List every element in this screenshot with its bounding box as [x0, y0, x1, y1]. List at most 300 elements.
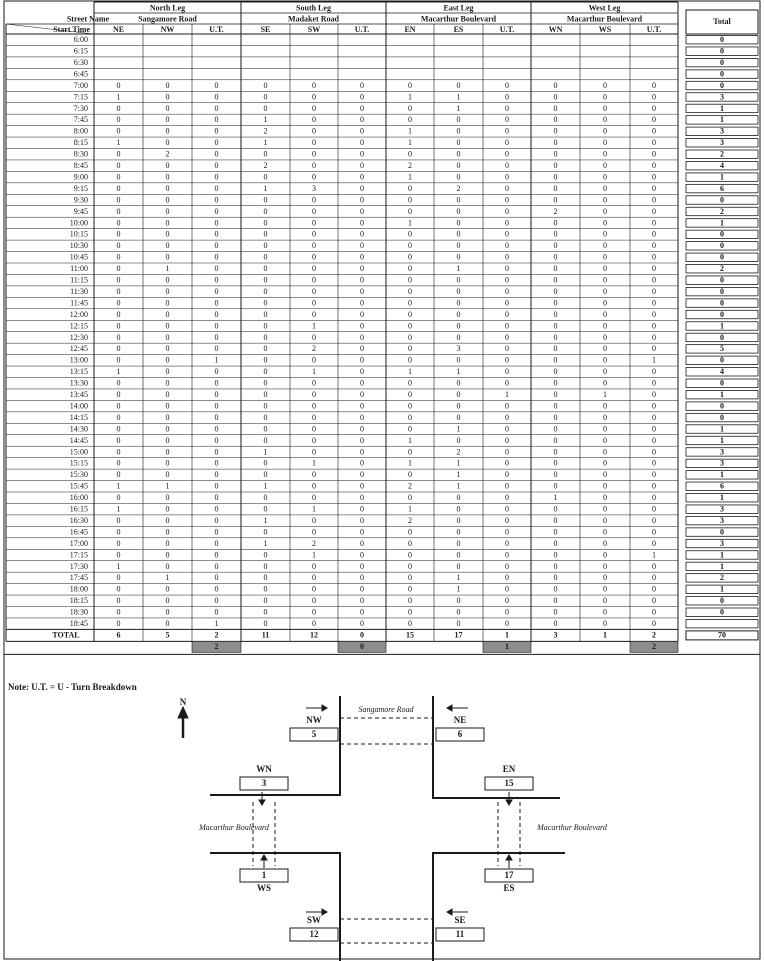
count-cell: 0	[652, 80, 656, 90]
count-cell: 0	[116, 103, 121, 113]
count-cell: 0	[603, 229, 607, 239]
count-cell: 0	[505, 538, 509, 548]
count-cell: 0	[312, 435, 316, 445]
row-total-cell: 6	[720, 183, 724, 193]
count-cell: 0	[553, 607, 558, 617]
count-cell: 0	[165, 458, 170, 468]
count-cell: 0	[116, 424, 121, 434]
count-cell: 0	[505, 424, 509, 434]
row-total-cell: 3	[720, 126, 724, 136]
column-total-cell: 17	[454, 630, 463, 640]
count-cell: 0	[214, 493, 219, 503]
count-cell: 0	[456, 138, 461, 148]
start-time-cell: 17:45	[69, 573, 88, 583]
count-cell: 0	[603, 447, 607, 457]
count-cell: 2	[408, 161, 412, 171]
count-cell: 0	[408, 183, 412, 193]
count-cell: 0	[505, 195, 509, 205]
count-cell: 0	[652, 298, 656, 308]
count-cell: 0	[603, 378, 607, 388]
count-cell: 0	[214, 378, 219, 388]
column-total-cell: 3	[553, 630, 558, 640]
start-time-cell: 12:15	[69, 321, 88, 331]
wn-label: WN	[256, 764, 272, 775]
count-cell: 0	[360, 355, 364, 365]
count-cell: 0	[214, 241, 219, 251]
count-cell: 0	[263, 92, 268, 102]
start-time-cell: 13:00	[69, 355, 88, 365]
count-cell: 0	[603, 470, 607, 480]
count-cell: 0	[505, 527, 509, 537]
count-cell: 0	[165, 367, 170, 377]
count-cell: 0	[603, 481, 607, 491]
count-cell: 0	[553, 470, 558, 480]
count-cell: 0	[116, 493, 121, 503]
count-cell: 0	[116, 241, 121, 251]
count-cell: 0	[360, 401, 364, 411]
count-cell: 0	[456, 515, 461, 525]
count-cell: 0	[263, 275, 268, 285]
count-cell: 2	[456, 447, 461, 457]
start-time-cell: 10:00	[69, 218, 88, 228]
count-cell: 0	[312, 286, 316, 296]
count-cell: 3	[312, 183, 316, 193]
count-cell: 0	[360, 493, 364, 503]
count-cell: 0	[553, 538, 558, 548]
start-time-cell: 15:15	[69, 458, 88, 468]
count-cell: 0	[360, 115, 364, 125]
count-cell: 0	[116, 550, 121, 560]
total-header: Total	[713, 16, 731, 26]
count-cell: 0	[360, 252, 364, 262]
count-cell: 0	[603, 115, 607, 125]
count-cell: 0	[116, 344, 121, 354]
count-cell: 0	[116, 412, 121, 422]
count-cell: 0	[505, 172, 509, 182]
row-total-cell: 0	[720, 401, 724, 411]
count-cell: 0	[214, 607, 219, 617]
count-cell: 1	[652, 550, 656, 560]
count-cell: 0	[165, 161, 170, 171]
count-cell: 0	[553, 149, 558, 159]
count-cell: 1	[408, 435, 412, 445]
count-cell: 0	[116, 309, 121, 319]
count-cell: 0	[214, 344, 219, 354]
count-cell: 0	[652, 607, 656, 617]
count-cell: 0	[505, 355, 509, 365]
row-total-cell: 3	[720, 538, 724, 548]
count-cell: 0	[603, 321, 607, 331]
count-cell: 0	[214, 584, 219, 594]
count-cell: 0	[505, 149, 509, 159]
count-cell: 0	[165, 298, 170, 308]
count-cell: 0	[263, 378, 268, 388]
count-cell: 0	[214, 206, 219, 216]
count-cell: 0	[312, 527, 316, 537]
count-cell: 0	[214, 138, 219, 148]
start-time-cell: 6:30	[73, 57, 88, 67]
count-cell: 0	[360, 218, 364, 228]
count-cell: 0	[408, 321, 412, 331]
count-cell: 0	[116, 527, 121, 537]
count-cell: 0	[165, 103, 170, 113]
count-cell: 0	[603, 195, 607, 205]
count-cell: 0	[214, 321, 219, 331]
count-cell: 0	[214, 264, 219, 274]
count-cell: 0	[116, 195, 121, 205]
north-label: N	[179, 697, 187, 708]
column-header: SW	[307, 24, 321, 34]
nw-value: 5	[311, 729, 317, 740]
en-value: 15	[504, 778, 514, 789]
row-total-cell: 6	[720, 481, 724, 491]
column-header: U.T.	[646, 24, 662, 34]
count-cell: 0	[408, 332, 412, 342]
column-total-cell: 5	[165, 630, 170, 640]
count-cell: 0	[553, 584, 558, 594]
count-cell: 0	[165, 607, 170, 617]
count-cell: 0	[408, 264, 412, 274]
count-cell: 0	[360, 527, 364, 537]
start-time-cell: 18:45	[69, 619, 88, 629]
column-total-cell: 15	[406, 630, 414, 640]
count-cell: 1	[263, 481, 268, 491]
count-cell: 0	[652, 241, 656, 251]
count-cell: 0	[408, 103, 412, 113]
count-cell: 1	[263, 115, 268, 125]
note-text: Note: U.T. = U - Turn Breakdown	[8, 682, 137, 692]
count-cell: 0	[652, 573, 656, 583]
count-cell: 0	[652, 195, 656, 205]
start-time-cell: 13:15	[69, 367, 88, 377]
count-cell: 0	[165, 447, 170, 457]
count-cell: 0	[214, 229, 219, 239]
column-header: EN	[404, 24, 416, 34]
count-cell: 0	[553, 332, 558, 342]
count-cell: 1	[456, 103, 461, 113]
count-cell: 0	[505, 241, 509, 251]
count-cell: 0	[263, 321, 268, 331]
count-cell: 0	[603, 161, 607, 171]
column-header: NE	[112, 24, 125, 34]
count-cell: 0	[312, 584, 316, 594]
count-cell: 0	[456, 332, 461, 342]
leg-header: South Leg	[296, 3, 331, 13]
count-cell: 0	[652, 527, 656, 537]
count-cell: 0	[652, 493, 656, 503]
count-cell: 0	[408, 584, 412, 594]
row-total-cell: 1	[720, 493, 724, 503]
count-cell: 0	[214, 161, 219, 171]
es-label: ES	[503, 883, 515, 894]
count-cell: 0	[408, 401, 412, 411]
count-cell: 0	[603, 80, 607, 90]
count-cell: 0	[603, 527, 607, 537]
start-time-cell: 8:15	[73, 138, 88, 148]
count-cell: 0	[505, 332, 509, 342]
count-cell: 0	[553, 309, 558, 319]
count-cell: 0	[456, 286, 461, 296]
count-cell: 1	[263, 447, 268, 457]
leg-header: North Leg	[149, 3, 186, 13]
count-cell: 0	[505, 447, 509, 457]
count-cell: 0	[603, 138, 607, 148]
ne-value: 6	[457, 729, 463, 740]
count-cell: 0	[360, 206, 364, 216]
count-cell: 0	[652, 309, 656, 319]
count-cell: 0	[263, 470, 268, 480]
count-cell: 2	[312, 538, 316, 548]
count-cell: 0	[360, 298, 364, 308]
count-cell: 0	[360, 458, 364, 468]
count-cell: 1	[312, 504, 316, 514]
count-cell: 0	[263, 607, 268, 617]
count-cell: 0	[408, 607, 412, 617]
count-cell: 0	[652, 275, 656, 285]
count-cell: 1	[603, 390, 607, 400]
count-cell: 0	[165, 252, 170, 262]
count-cell: 0	[116, 286, 121, 296]
row-total-cell: 2	[720, 149, 724, 159]
wn-value: 3	[261, 778, 267, 789]
count-cell: 0	[116, 378, 121, 388]
count-cell: 0	[553, 447, 558, 457]
start-time-cell: 9:45	[73, 206, 88, 216]
count-cell: 0	[214, 80, 219, 90]
count-cell: 0	[165, 138, 170, 148]
total-row-label: TOTAL	[52, 630, 80, 640]
count-cell: 1	[456, 458, 461, 468]
count-cell: 0	[116, 515, 121, 525]
count-cell: 0	[408, 573, 412, 583]
count-cell: 0	[165, 286, 170, 296]
count-cell: 0	[116, 115, 121, 125]
column-total-cell: 2	[214, 630, 219, 640]
count-cell: 0	[553, 92, 558, 102]
row-total-cell: 3	[720, 458, 724, 468]
count-cell: 1	[312, 367, 316, 377]
count-cell: 0	[165, 390, 170, 400]
count-cell: 0	[263, 229, 268, 239]
column-header: ES	[453, 24, 464, 34]
count-cell: 0	[505, 378, 509, 388]
count-cell: 0	[505, 309, 509, 319]
count-cell: 0	[263, 286, 268, 296]
count-cell: 0	[263, 596, 268, 606]
count-cell: 0	[456, 378, 461, 388]
count-cell: 0	[116, 607, 121, 617]
count-cell: 0	[214, 561, 219, 571]
count-cell: 0	[553, 321, 558, 331]
start-time-cell: 16:45	[69, 527, 88, 537]
grand-total-cell: 70	[718, 630, 726, 640]
count-cell: 0	[116, 619, 121, 629]
count-cell: 0	[603, 367, 607, 377]
count-cell: 0	[263, 149, 268, 159]
column-total-cell: 6	[116, 630, 121, 640]
row-total-cell: 0	[720, 80, 724, 90]
count-cell: 1	[408, 367, 412, 377]
count-cell: 0	[360, 584, 364, 594]
count-cell: 0	[603, 504, 607, 514]
count-cell: 0	[214, 424, 219, 434]
count-cell: 1	[312, 458, 316, 468]
row-total-cell: 2	[720, 573, 724, 583]
table-text	[52, 3, 661, 651]
count-cell: 0	[214, 401, 219, 411]
count-cell: 0	[408, 309, 412, 319]
sw-value: 12	[309, 929, 319, 940]
count-cell: 0	[652, 115, 656, 125]
count-cell: 0	[263, 390, 268, 400]
row-total-cell: 0	[720, 378, 724, 388]
count-cell: 0	[553, 241, 558, 251]
count-cell: 0	[116, 470, 121, 480]
count-cell: 0	[603, 103, 607, 113]
count-cell: 0	[408, 447, 412, 457]
count-cell: 0	[652, 390, 656, 400]
row-total-cell: 3	[720, 504, 724, 514]
count-cell: 0	[165, 538, 170, 548]
count-cell: 0	[456, 412, 461, 422]
count-cell: 0	[652, 206, 656, 216]
ne-label: NE	[453, 715, 467, 726]
column-total-cell: 11	[261, 630, 270, 640]
count-cell: 0	[214, 515, 219, 525]
count-cell: 0	[165, 401, 170, 411]
count-cell: 0	[116, 573, 121, 583]
count-cell: 0	[312, 138, 316, 148]
start-time-cell: 8:45	[73, 161, 88, 171]
count-cell: 0	[214, 458, 219, 468]
count-cell: 0	[505, 321, 509, 331]
count-cell: 0	[360, 183, 364, 193]
count-cell: 0	[553, 504, 558, 514]
count-cell: 0	[652, 321, 656, 331]
count-cell: 0	[505, 183, 509, 193]
count-cell: 1	[165, 264, 170, 274]
count-cell: 1	[312, 550, 316, 560]
count-cell: 0	[312, 493, 316, 503]
count-cell: 0	[652, 504, 656, 514]
row-total-cell: 0	[720, 275, 724, 285]
count-cell: 0	[214, 103, 219, 113]
count-cell: 0	[553, 195, 558, 205]
start-time-cell: 16:30	[69, 515, 88, 525]
count-cell: 0	[263, 264, 268, 274]
count-cell: 0	[553, 126, 558, 136]
count-cell: 0	[263, 298, 268, 308]
count-cell: 0	[116, 596, 121, 606]
row-total-cell: 2	[720, 206, 724, 216]
count-cell: 1	[214, 619, 219, 629]
count-cell: 0	[553, 619, 558, 629]
count-cell: 0	[456, 538, 461, 548]
row-total-cell: 3	[720, 138, 724, 148]
count-cell: 0	[553, 264, 558, 274]
row-total-cell: 0	[720, 69, 724, 79]
count-cell: 0	[116, 332, 121, 342]
count-cell: 0	[408, 538, 412, 548]
count-cell: 0	[165, 550, 170, 560]
count-cell: 0	[214, 367, 219, 377]
count-cell: 0	[456, 321, 461, 331]
count-cell: 0	[214, 298, 219, 308]
count-cell: 0	[312, 126, 316, 136]
count-cell: 0	[165, 332, 170, 342]
count-cell: 0	[603, 401, 607, 411]
count-cell: 0	[214, 115, 219, 125]
count-cell: 0	[263, 172, 268, 182]
start-time-cell: 14:15	[69, 412, 88, 422]
count-cell: 0	[456, 229, 461, 239]
count-cell: 0	[312, 573, 316, 583]
count-cell: 0	[553, 218, 558, 228]
count-cell: 0	[652, 286, 656, 296]
row-total-cell: 0	[720, 241, 724, 251]
start-time-cell: 9:15	[73, 183, 88, 193]
count-cell: 0	[116, 80, 121, 90]
count-cell: 0	[360, 309, 364, 319]
count-cell: 0	[505, 481, 509, 491]
count-cell: 0	[360, 607, 364, 617]
count-cell: 0	[263, 241, 268, 251]
count-cell: 0	[312, 470, 316, 480]
count-cell: 0	[263, 103, 268, 113]
start-time-cell: 10:30	[69, 241, 88, 251]
count-cell: 0	[214, 195, 219, 205]
count-cell: 0	[165, 596, 170, 606]
start-time-cell: 8:00	[73, 126, 88, 136]
start-time-cell: 10:15	[69, 229, 88, 239]
count-cell: 0	[116, 435, 121, 445]
count-cell: 0	[505, 412, 509, 422]
count-cell: 0	[360, 481, 364, 491]
count-cell: 0	[652, 161, 656, 171]
count-cell: 0	[116, 275, 121, 285]
count-cell: 0	[603, 412, 607, 422]
count-cell: 0	[505, 126, 509, 136]
row-total-cell: 3	[720, 92, 724, 102]
row-total-cell: 1	[720, 218, 724, 228]
count-cell: 0	[456, 206, 461, 216]
count-cell: 0	[505, 515, 509, 525]
count-cell: 0	[312, 561, 316, 571]
count-cell: 0	[505, 286, 509, 296]
row-total-cell: 4	[720, 367, 724, 377]
nw-label: NW	[306, 715, 322, 726]
count-cell: 0	[360, 286, 364, 296]
start-time-cell: 17:00	[69, 538, 88, 548]
count-cell: 1	[263, 138, 268, 148]
count-cell: 0	[505, 252, 509, 262]
count-cell: 0	[652, 103, 656, 113]
count-cell: 0	[603, 241, 607, 251]
row-total-cell: 4	[720, 161, 724, 171]
start-time-cell: 7:30	[73, 103, 88, 113]
count-cell: 0	[263, 527, 268, 537]
count-cell: 0	[360, 447, 364, 457]
count-cell: 0	[360, 367, 364, 377]
count-cell: 0	[408, 378, 412, 388]
row-total-cell: 0	[720, 607, 724, 617]
count-cell: 0	[214, 149, 219, 159]
count-cell: 1	[456, 92, 461, 102]
count-cell: 0	[116, 229, 121, 239]
row-total-cell: 1	[720, 321, 724, 331]
count-cell: 0	[603, 172, 607, 182]
count-cell: 0	[408, 550, 412, 560]
